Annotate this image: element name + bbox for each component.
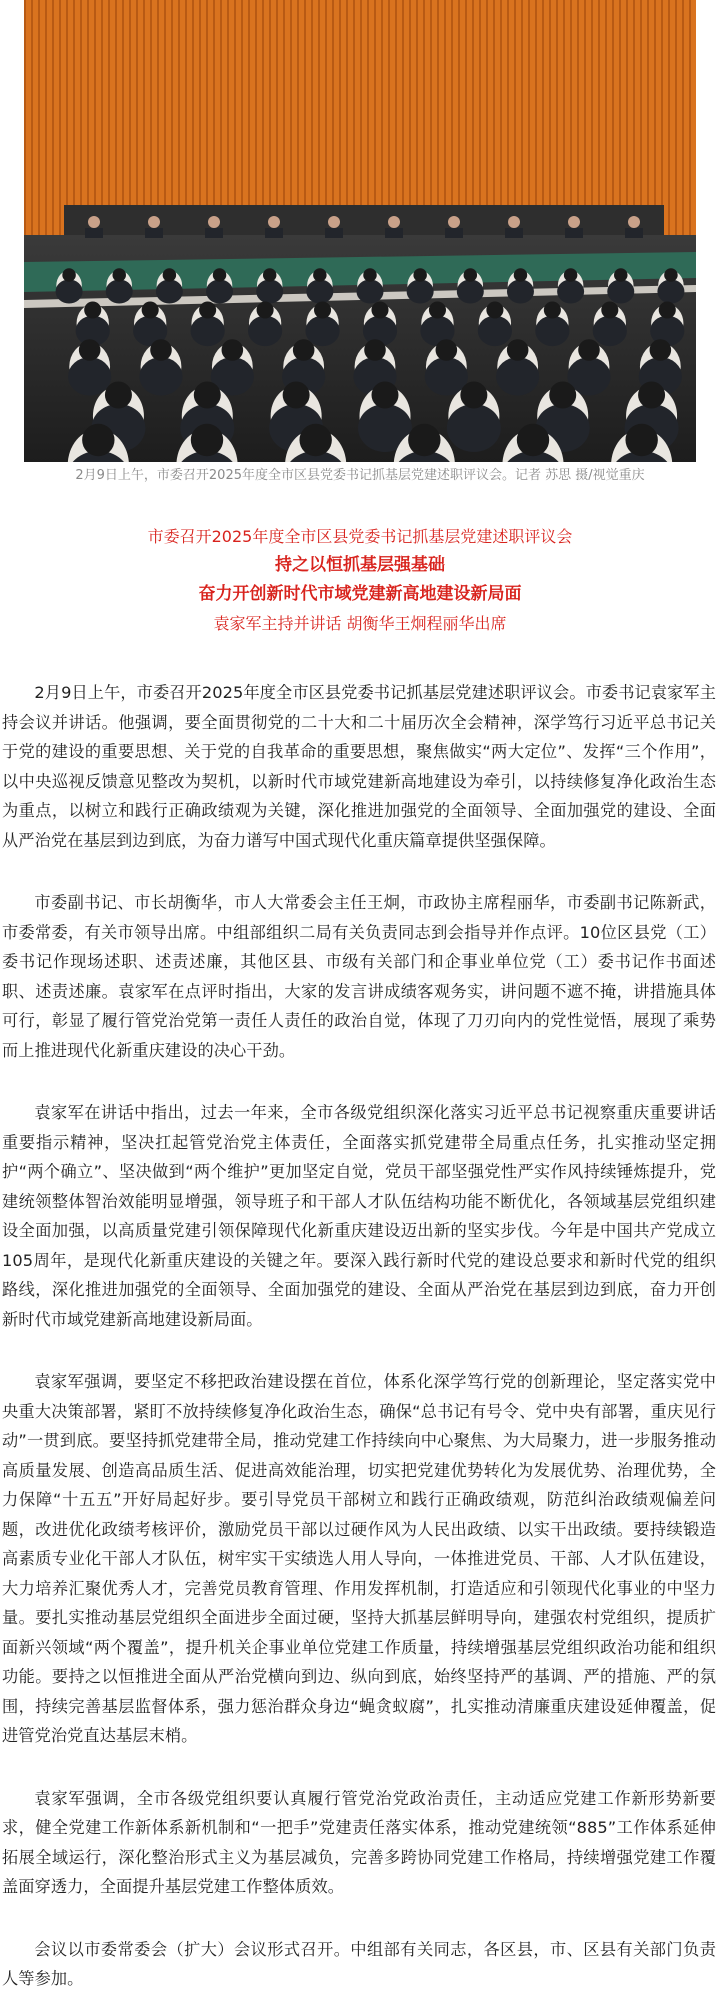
article-body	[0, 678, 720, 1994]
paragraph: 市委副书记、市长胡衡华，市人大常委会主任王炯，市政协主席程丽华，市委副书记陈新武，市委常委，有关市领导出席。中组部组织二局有关负责同志到会指导并作点评。10位区县党（工）委书记作现场述职、述责述廉，其他区县、市级有关部门和企事业单位党（工）委书记作书面述职、述责述廉。袁家军在点评时指出，大家的发言讲成绩客观务实，讲问题不遮不掩，讲措施具体可行，彰显了履行管党治党第一责任人责任的政治自觉，体现了刀刃向内的党性觉悟，展现了乘势而上推进现代化新重庆建设的决心干劲。	[2, 893, 716, 1060]
paragraph: 2月9日上午，市委召开2025年度全市区县党委书记抓基层党建述职评议会。市委书记袁家军主持会议并讲话。他强调，要全面贯彻党的二十大和二十届历次全会精神，深学笃行习近平总书记关于党的建设的重要思想、关于党的自我革命的重要思想，聚焦做实“两大定位”、发挥“三个作用”，以中央巡视反馈意见整改为契机，以新时代市域党建新高地建设为牵引，以持续修复净化政治生态为重点，以树立和践行正确政绩观为关键，深化推进加强党的全面领导、全面加强党的建设、全面从严治党在基层到边到底，为奋力谱写中国式现代化重庆篇章提供坚强保障。	[2, 683, 716, 850]
meeting-photo	[24, 0, 696, 462]
curtain-backdrop	[24, 0, 696, 235]
headline-kicker: 市委召开2025年度全市区县党委书记抓基层党建述职评议会	[147, 527, 573, 546]
meeting-photo-illustration	[24, 0, 696, 462]
headline-block	[0, 522, 720, 638]
paragraph: 袁家军强调，全市各级党组织要认真履行管党治党政治责任，主动适应党建工作新形势新要求，健全党建工作新体系新机制和“一把手”党建责任落实体系，推动党建统领“885”工作体系延伸拓展全域运行，深化整治形式主义为基层减负，完善多跨协同党建工作格局，持续增强党建工作覆盖面穿透力，全面提升基层党建工作整体质效。	[2, 1788, 716, 1896]
headline-title-line-2: 奋力开创新时代市域党建新高地建设新局面	[198, 584, 522, 604]
photo-caption: 2月9日上午，市委召开2025年度全市区县党委书记抓基层党建述职评议会。记者 苏思 摄/视觉重庆	[75, 468, 645, 483]
headline-subtitle: 袁家军主持并讲话 胡衡华王炯程丽华出席	[213, 614, 507, 633]
headline-title-line-1: 持之以恒抓基层强基础	[275, 555, 445, 575]
paragraph: 袁家军在讲话中指出，过去一年来，全市各级党组织深化落实习近平总书记视察重庆重要讲话重要指示精神，坚决扛起管党治党主体责任，全面落实抓党建带全局重点任务，扎实推动坚定拥护“两个确立”、坚决做到“两个维护”更加坚定自觉，党员干部坚强党性严实作风持续锤炼提升，党建统领整体智治效能明显增强，领导班子和干部人才队伍结构功能不断优化，各领域基层党组织建设全面加强，以高质量党建引领保障现代化新重庆建设迈出新的坚实步伐。今年是中国共产党成立105周年，是现代化新重庆建设的关键之年。要深入践行新时代党的建设总要求和新时代党的组织路线，深化推进加强党的全面领导、全面加强党的建设、全面从严治党在基层到边到底，奋力开创新时代市域党建新高地建设新局面。	[2, 1103, 716, 1329]
paragraph: 会议以市委常委会（扩大）会议形式召开。中组部有关同志，各区县，市、区县有关部门负责人等参加。	[2, 1939, 716, 1988]
paragraph: 袁家军强调，要坚定不移把政治建设摆在首位，体系化深学笃行党的创新理论，坚定落实党中央重大决策部署，紧盯不放持续修复净化政治生态，确保“总书记有号令、党中央有部署，重庆见行动”一贯到底。要坚持抓党建带全局，推动党建工作持续向中心聚焦、为大局聚力，进一步服务推动高质量发展、创造高品质生活、促进高效能治理，切实把党建优势转化为发展优势、治理优势，全力保障“十五五”开好局起好步。要引导党员干部树立和践行正确政绩观，防范纠治政绩观偏差问题，改进优化政绩考核评价，激励党员干部以过硬作风为人民出政绩、以实干出政绩。要持续锻造高素质专业化干部人才队伍，树牢实干实绩选人用人导向，一体推进党员、干部、人才队伍建设，大力培养汇聚优秀人才，完善党员教育管理、作用发挥机制，打造适应和引领现代化事业的中坚力量。要扎实推动基层党组织全面进步全面过硬，坚持大抓基层鲜明导向，建强农村党组织，提质扩面新兴领域“两个覆盖”，提升机关企事业单位党建工作质量，持续增强基层党组织政治功能和组织功能。要持之以恒推进全面从严治党横向到边、纵向到底，始终坚持严的基调、严的措施、严的氛围，持续完善基层监督体系，强力惩治群众身边“蝇贪蚁腐”，扎实推动清廉重庆建设延伸覆盖，促进管党治党直达基层末梢。	[2, 1372, 716, 1745]
